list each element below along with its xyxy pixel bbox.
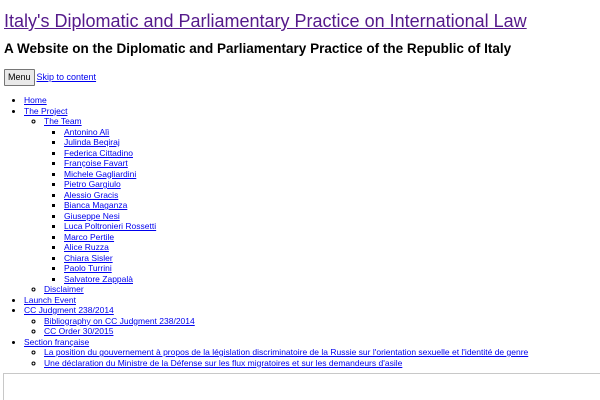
menu-link-the-team[interactable]: The Team bbox=[44, 116, 82, 126]
team-member-item bbox=[64, 211, 528, 222]
team-member-link[interactable]: Bianca Maganza bbox=[64, 200, 128, 210]
team-member-link[interactable]: Alice Ruzza bbox=[64, 242, 109, 252]
team-member-item bbox=[64, 232, 528, 243]
menu-item-russie-position bbox=[44, 347, 528, 358]
menu-link-cc-order[interactable]: CC Order 30/2015 bbox=[44, 326, 114, 336]
team-member-link[interactable]: Chiara Sisler bbox=[64, 252, 113, 263]
menu-link-russie-position[interactable]: La position du gouvernement à propos de la législation discriminatoire de la Russie sur l'orientation sexuelle et l'identité de genre bbox=[44, 347, 529, 357]
team-member-item bbox=[64, 127, 528, 138]
team-member-link[interactable]: Julinda Beqiraj bbox=[64, 137, 120, 147]
menu-item-cc-judgment bbox=[24, 305, 528, 337]
team-member-link[interactable]: Françoise Favart bbox=[64, 158, 128, 168]
menu-button[interactable]: Menu bbox=[4, 69, 35, 86]
team-member-link[interactable]: Alessio Gracis bbox=[64, 189, 119, 200]
navigation-bar bbox=[4, 69, 96, 86]
team-member-item bbox=[64, 274, 528, 285]
team-member-link[interactable]: Paolo Turrini bbox=[64, 263, 112, 273]
team-member-link[interactable]: Antonino Alì bbox=[64, 126, 110, 137]
menu-link-home[interactable]: Home bbox=[24, 95, 47, 105]
team-member-item bbox=[64, 190, 528, 201]
menu-link-declaration-ministre[interactable]: Une déclaration du Ministre de la Défense sur les flux migratoires et sur les demandeurs d'asile bbox=[44, 357, 403, 368]
menu-item-declaration-ministre bbox=[44, 358, 528, 369]
team-member-item bbox=[64, 221, 528, 232]
menu-item-cc-order bbox=[44, 326, 528, 337]
menu-link-launch-event[interactable]: Launch Event bbox=[24, 294, 76, 305]
site-title-link[interactable]: Italy's Diplomatic and Parliamentary Practice on International Law bbox=[4, 11, 527, 31]
site-title bbox=[4, 9, 527, 33]
team-member-link[interactable]: Luca Poltronieri Rossetti bbox=[64, 221, 157, 231]
menu-item-section-francaise bbox=[24, 337, 528, 369]
menu-item-the-project bbox=[24, 106, 528, 295]
site-description: A Website on the Diplomatic and Parliamentary Practice of the Republic of Italy bbox=[4, 41, 512, 56]
team-member-item bbox=[64, 200, 528, 211]
menu-link-section-francaise[interactable]: Section française bbox=[24, 336, 90, 347]
team-member-link[interactable]: Marco Pertile bbox=[64, 231, 115, 242]
submenu-the-team bbox=[44, 127, 528, 285]
menu-item-launch-event bbox=[24, 295, 528, 306]
team-member-item bbox=[64, 263, 528, 274]
menu-link-bibliography[interactable]: Bibliography on CC Judgment 238/2014 bbox=[44, 315, 195, 326]
team-member-item bbox=[64, 179, 528, 190]
menu-item-disclaimer bbox=[44, 284, 528, 295]
team-member-link[interactable]: Pietro Gargiulo bbox=[64, 179, 121, 189]
team-member-link[interactable]: Federica Cittadino bbox=[64, 147, 133, 158]
team-member-item bbox=[64, 137, 528, 148]
submenu-cc-judgment bbox=[24, 316, 528, 337]
menu-link-the-project[interactable]: The Project bbox=[24, 105, 68, 116]
content-area bbox=[3, 373, 600, 400]
team-member-link[interactable]: Salvatore Zappalà bbox=[64, 273, 133, 284]
menu-link-cc-judgment[interactable]: CC Judgment 238/2014 bbox=[24, 305, 114, 315]
team-member-item bbox=[64, 148, 528, 159]
submenu-section-francaise bbox=[24, 347, 528, 368]
menu-item-the-team bbox=[44, 116, 528, 284]
team-member-link[interactable]: Giuseppe Nesi bbox=[64, 210, 120, 221]
main-menu bbox=[0, 95, 528, 368]
menu-link-disclaimer[interactable]: Disclaimer bbox=[44, 284, 84, 294]
submenu-the-project bbox=[24, 116, 528, 295]
team-member-link[interactable]: Michele Gagliardini bbox=[64, 168, 137, 179]
team-member-item bbox=[64, 242, 528, 253]
team-member-item bbox=[64, 158, 528, 169]
team-member-item bbox=[64, 253, 528, 264]
menu-item-home bbox=[24, 95, 528, 106]
team-member-item bbox=[64, 169, 528, 180]
menu-item-bibliography bbox=[44, 316, 528, 327]
skip-to-content-link[interactable]: Skip to content bbox=[36, 72, 97, 82]
